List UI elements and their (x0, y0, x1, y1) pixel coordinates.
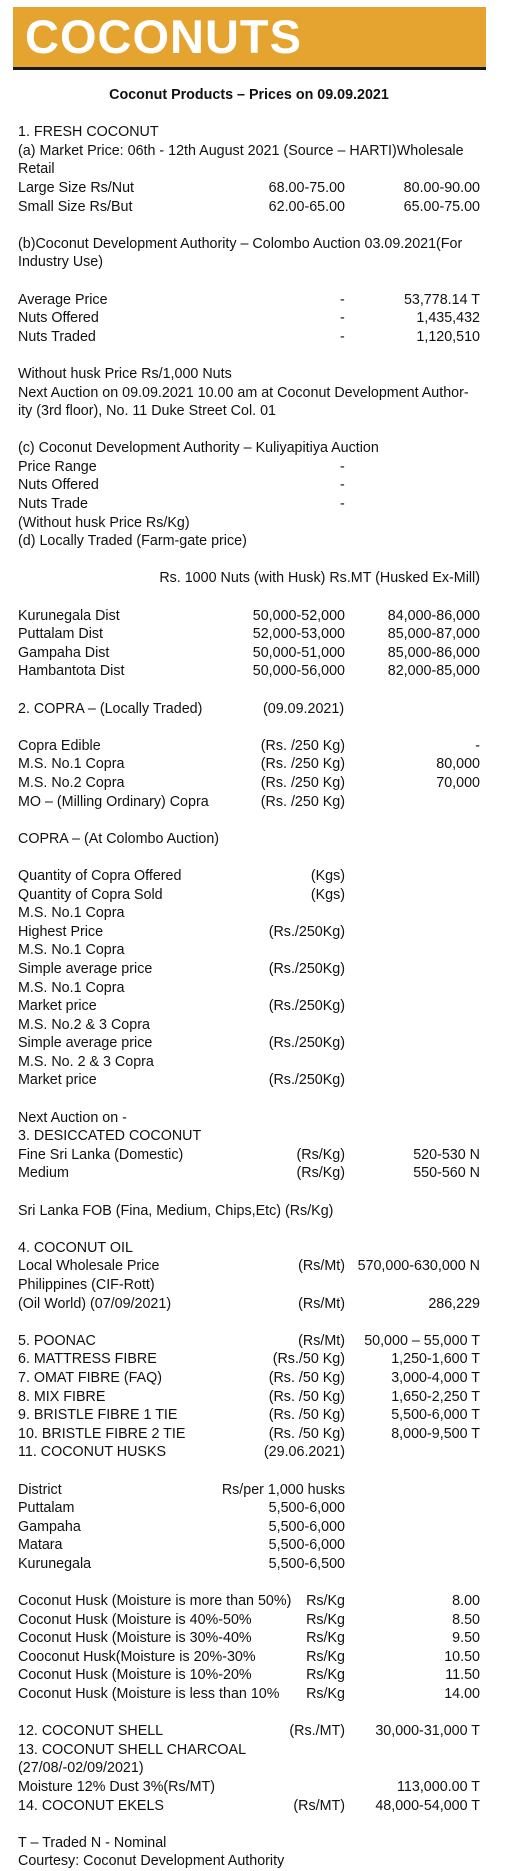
line-label: (d) Locally Traded (Farm-gate price) (18, 533, 247, 550)
line-value: 113,000.00 T (397, 1779, 480, 1796)
line-label: Local Wholesale Price (18, 1258, 160, 1275)
line-value: - (340, 477, 345, 494)
line-value: 50,000 – 55,000 T (364, 1332, 480, 1349)
blank-line (18, 718, 480, 737)
line-value: 9.50 (452, 1630, 480, 1647)
line-label: M.S. No.1 Copra (18, 756, 125, 773)
text-line (18, 793, 480, 812)
line-value: 65.00-75.00 (403, 198, 480, 215)
line-label: Simple average price (18, 960, 153, 977)
line-value: (Rs. /250 Kg) (260, 793, 345, 810)
blank-line (18, 105, 480, 124)
line-unit: - (340, 310, 345, 327)
text-line (18, 1202, 480, 1221)
text-line (18, 1127, 480, 1146)
text-line (18, 700, 480, 719)
price-document (18, 86, 480, 1871)
line-value: 570,000-630,000 N (357, 1258, 480, 1275)
text-line (18, 1109, 480, 1128)
line-label: Market price (18, 1072, 97, 1089)
line-value: (Rs./250Kg) (268, 960, 345, 977)
line-label: (c) Coconut Development Authority – Kuliyapitiya Auction (18, 440, 379, 457)
line-label: Philippines (CIF-Rott) (18, 1277, 155, 1293)
text-line (18, 1555, 480, 1574)
text-line (18, 1016, 480, 1035)
text-line (18, 662, 480, 681)
line-label: 4. COCONUT OIL (18, 1239, 133, 1256)
text-line (18, 569, 480, 588)
line-unit: (Rs. /50 Kg) (268, 1388, 345, 1405)
blank-line (18, 1220, 480, 1239)
blank-line (18, 1313, 480, 1332)
text-line (18, 365, 480, 384)
blank-line (18, 1183, 480, 1202)
text-line (18, 830, 480, 849)
blank-line (18, 272, 480, 291)
text-line (18, 1257, 480, 1276)
line-label: Coconut Husk (Moisture is 40%-50% (18, 1611, 252, 1628)
line-value: 82,000-85,000 (387, 663, 480, 680)
blank-line (18, 848, 480, 867)
text-line (18, 458, 480, 477)
blank-line (18, 421, 480, 440)
line-label: 7. OMAT FIBRE (FAQ) (18, 1369, 163, 1386)
line-label: 6. MATTRESS FIBRE (18, 1351, 157, 1368)
line-value: (Rs./250Kg) (268, 1072, 345, 1089)
text-line (18, 1592, 480, 1611)
line-label: Coconut Husk (Moisture is 30%-40% (18, 1630, 252, 1647)
line-value: 8.00 (452, 1593, 480, 1610)
line-label: Coconut Husk (Moisture is 10%-20% (18, 1667, 252, 1684)
line-unit: (Rs/Mt) (298, 1332, 345, 1349)
text-line (18, 309, 480, 328)
line-label: Average Price (18, 291, 108, 308)
line-unit: (Rs./MT) (289, 1723, 345, 1740)
text-line (18, 1443, 480, 1462)
line-label: Market price (18, 998, 97, 1015)
line-label: Kurunegala Dist (18, 607, 120, 624)
line-label: Puttalam (18, 1500, 75, 1517)
line-label: Copra Edible (18, 737, 101, 754)
line-unit: (Rs. /250 Kg) (260, 774, 345, 791)
line-label: Large Size Rs/Nut (18, 179, 135, 196)
line-value: 1,250-1,600 T (391, 1351, 480, 1368)
line-unit: Rs/Kg (306, 1611, 345, 1628)
line-label: Coconut Husk (Moisture is less than 10% (18, 1686, 280, 1703)
line-label: 12. COCONUT SHELL (18, 1723, 164, 1740)
banner-title: COCONUTS (25, 10, 302, 63)
blank-line (18, 588, 480, 607)
text-line (18, 1481, 480, 1500)
text-line (18, 1797, 480, 1816)
line-unit: 50,000-56,000 (252, 663, 345, 680)
line-unit: (Rs/Mt) (298, 1258, 345, 1275)
document-lines (18, 105, 480, 1871)
text-line (18, 1685, 480, 1704)
line-label: (Without husk Price Rs/Kg) (18, 514, 190, 531)
line-value: (Kgs) (310, 886, 345, 903)
text-line (18, 1406, 480, 1425)
line-label: M.S. No.2 Copra (18, 774, 125, 791)
line-value: 550-560 N (413, 1165, 480, 1182)
line-label: 8. MIX FIBRE (18, 1388, 106, 1405)
text-line (18, 1834, 480, 1853)
line-value: 1,120,510 (416, 328, 480, 345)
text-line (18, 1722, 480, 1741)
text-line (18, 235, 480, 254)
line-unit: - (340, 328, 345, 345)
line-value: 5,500-6,000 (268, 1537, 345, 1554)
line-label: Next Auction on - (18, 1109, 127, 1126)
line-label: Rs. 1000 Nuts (with Husk) Rs.MT (Husked Ex-Mill) (159, 570, 480, 587)
text-line (18, 1388, 480, 1407)
line-unit: (Rs/Kg) (296, 1165, 345, 1182)
text-line (18, 1239, 480, 1258)
text-line (18, 1332, 480, 1351)
blank-line (18, 216, 480, 235)
text-line (18, 1164, 480, 1183)
text-line (18, 1666, 480, 1685)
text-line (18, 1295, 480, 1314)
line-label: Matara (18, 1537, 63, 1554)
text-line (18, 644, 480, 663)
line-value: 3,000-4,000 T (391, 1369, 480, 1386)
line-label: (Oil World) (07/09/2021) (18, 1295, 172, 1312)
text-line (18, 1053, 480, 1072)
line-value: 48,000-54,000 T (375, 1797, 480, 1814)
text-line (18, 1741, 480, 1760)
line-value: 11.50 (445, 1667, 480, 1684)
line-value: 85,000-86,000 (387, 644, 480, 661)
line-value: (Kgs) (310, 867, 345, 884)
line-value: 8.50 (452, 1611, 480, 1628)
text-line (18, 1146, 480, 1165)
text-line (18, 179, 480, 198)
line-label: Industry Use) (18, 254, 104, 271)
line-label: M.S. No. 2 & 3 Copra (18, 1053, 154, 1070)
line-label: 2. COPRA – (Locally Traded) (18, 700, 203, 717)
line-label: 11. COCONUT HUSKS (18, 1444, 167, 1461)
line-label: 1. FRESH COCONUT (18, 124, 159, 141)
line-label: Cooconut Husk(Moisture is 20%-30% (18, 1648, 256, 1665)
line-label: Medium (18, 1165, 69, 1182)
line-label: 3. DESICCATED COCONUT (18, 1128, 202, 1145)
line-value: (Rs./250Kg) (268, 998, 345, 1015)
line-unit: (Rs. /50 Kg) (268, 1369, 345, 1386)
blank-line (18, 1090, 480, 1109)
line-unit: 50,000-51,000 (252, 644, 345, 661)
text-line (18, 923, 480, 942)
line-label: Nuts Offered (18, 477, 99, 494)
line-label: MO – (Milling Ordinary) Copra (18, 793, 209, 810)
line-unit: (Rs. /250 Kg) (260, 756, 345, 773)
blank-line (18, 811, 480, 830)
line-value: 5,500-6,000 (268, 1500, 345, 1517)
text-line (18, 1369, 480, 1388)
blank-line (18, 551, 480, 570)
line-unit: (Rs. /250 Kg) (260, 737, 345, 754)
document-heading-line (18, 86, 480, 105)
line-value: 10.50 (444, 1648, 480, 1665)
text-line (18, 774, 480, 793)
line-value: 30,000-31,000 T (375, 1723, 480, 1740)
line-label: COPRA – (At Colombo Auction) (18, 830, 220, 847)
line-value: 1,650-2,250 T (391, 1388, 480, 1405)
text-line (18, 439, 480, 458)
line-label: Courtesy: Coconut Development Authority (18, 1853, 285, 1870)
line-label: 14. COCONUT EKELS (18, 1797, 164, 1814)
blank-line (18, 1704, 480, 1723)
line-unit: 50,000-52,000 (252, 607, 345, 624)
line-value: 80.00-90.00 (403, 179, 480, 196)
text-line (18, 625, 480, 644)
text-line (18, 495, 480, 514)
line-value: 520-530 N (413, 1146, 480, 1163)
line-label: M.S. No.1 Copra (18, 905, 125, 922)
line-label: Retail (18, 161, 55, 178)
text-line (18, 142, 480, 161)
text-line (18, 198, 480, 217)
text-line (18, 1852, 480, 1871)
text-line (18, 867, 480, 886)
line-value: 5,500-6,000 (268, 1518, 345, 1535)
text-line (18, 1648, 480, 1667)
text-line (18, 904, 480, 923)
text-line (18, 514, 480, 533)
line-value: - (340, 458, 345, 475)
line-value: (09.09.2021) (263, 700, 345, 717)
line-value: - (475, 737, 480, 754)
text-line (18, 1071, 480, 1090)
text-line (18, 941, 480, 960)
text-line (18, 1611, 480, 1630)
line-label: Coconut Husk (Moisture is more than 50%) (18, 1593, 292, 1610)
line-label: Moisture 12% Dust 3%(Rs/MT) (18, 1779, 216, 1796)
line-label: Simple average price (18, 1035, 153, 1052)
text-line (18, 384, 480, 403)
line-label: Nuts Trade (18, 496, 88, 513)
line-value: Rs/per 1,000 husks (221, 1481, 345, 1498)
line-label: Gampaha Dist (18, 644, 110, 661)
text-line (18, 532, 480, 551)
line-label: 10. BRISTLE FIBRE 2 TIE (18, 1425, 186, 1442)
line-unit: Rs/Kg (306, 1667, 345, 1684)
line-value: 85,000-87,000 (387, 626, 480, 643)
line-label: Sri Lanka FOB (Fina, Medium, Chips,Etc) (Rs/Kg) (18, 1202, 334, 1219)
blank-line (18, 1462, 480, 1481)
line-label: Nuts Offered (18, 310, 99, 327)
banner (13, 7, 486, 67)
text-line (18, 1276, 480, 1295)
text-line (18, 1629, 480, 1648)
line-label: Without husk Price Rs/1,000 Nuts (18, 365, 232, 382)
line-label: Kurunegala (18, 1555, 92, 1572)
line-unit: (Rs./50 Kg) (272, 1351, 345, 1368)
line-value: 1,435,432 (416, 310, 480, 327)
blank-line (18, 1574, 480, 1593)
text-line (18, 607, 480, 626)
line-label: Fine Sri Lanka (Domestic) (18, 1146, 184, 1163)
line-label: M.S. No.1 Copra (18, 942, 125, 959)
text-line (18, 160, 480, 179)
line-label: Quantity of Copra Sold (18, 886, 163, 903)
blank-line (18, 1815, 480, 1834)
text-line (18, 886, 480, 905)
text-line (18, 737, 480, 756)
line-value: (Rs./250Kg) (268, 1035, 345, 1052)
line-label: Quantity of Copra Offered (18, 867, 182, 884)
text-line (18, 328, 480, 347)
text-line (18, 402, 480, 421)
line-unit: Rs/Kg (306, 1630, 345, 1647)
line-unit: Rs/Kg (306, 1593, 345, 1610)
line-value: 84,000-86,000 (387, 607, 480, 624)
line-value: 5,500-6,000 T (391, 1407, 480, 1424)
blank-line (18, 681, 480, 700)
line-label: ity (3rd floor), No. 11 Duke Street Col. 01 (18, 403, 276, 420)
line-unit: Rs/Kg (306, 1686, 345, 1703)
line-label: 5. POONAC (18, 1332, 96, 1349)
text-line (18, 755, 480, 774)
line-label: (27/08/-02/09/2021) (18, 1760, 144, 1777)
line-label: Highest Price (18, 923, 104, 940)
line-label: Puttalam Dist (18, 626, 104, 643)
line-label: 9. BRISTLE FIBRE 1 TIE (18, 1407, 178, 1424)
line-unit: (Rs. /50 Kg) (268, 1425, 345, 1442)
text-line (18, 979, 480, 998)
text-line (18, 997, 480, 1016)
line-label: (b)Coconut Development Authority – Colombo Auction 03.09.2021(For (18, 235, 463, 252)
banner-rule (13, 67, 486, 70)
line-label: Hambantota Dist (18, 663, 125, 680)
text-line (18, 253, 480, 272)
text-line (18, 123, 480, 142)
line-unit: 68.00-75.00 (268, 179, 345, 196)
text-line (18, 1536, 480, 1555)
line-label: M.S. No.1 Copra (18, 979, 125, 996)
line-value: 286,229 (428, 1295, 480, 1312)
line-value: 70,000 (436, 774, 480, 791)
line-label: 13. COCONUT SHELL CHARCOAL (18, 1741, 247, 1758)
text-line (18, 1499, 480, 1518)
line-unit: 62.00-65.00 (268, 198, 345, 215)
line-value: 8,000-9,500 T (391, 1425, 480, 1442)
text-line (18, 476, 480, 495)
line-unit: (Rs. /50 Kg) (268, 1407, 345, 1424)
text-line (18, 1425, 480, 1444)
line-value: 80,000 (436, 756, 480, 773)
line-value: 5,500-6,500 (268, 1555, 345, 1572)
line-label: Price Range (18, 458, 97, 475)
text-line (18, 1350, 480, 1369)
line-unit: 52,000-53,000 (252, 626, 345, 643)
line-label: Gampaha (18, 1518, 81, 1535)
text-line (18, 1518, 480, 1537)
line-label: District (18, 1481, 62, 1498)
line-unit: Rs/Kg (306, 1648, 345, 1665)
document-heading: Coconut Products – Prices on 09.09.2021 (109, 87, 389, 103)
line-label: T – Traded N - Nominal (18, 1834, 167, 1851)
line-value: 14.00 (444, 1686, 480, 1703)
line-unit: - (340, 291, 345, 308)
line-label: Next Auction on 09.09.2021 10.00 am at Coconut Development Author- (18, 384, 469, 401)
line-label: M.S. No.2 & 3 Copra (18, 1016, 150, 1033)
line-value: (Rs./250Kg) (268, 923, 345, 940)
line-value: (29.06.2021) (263, 1444, 345, 1461)
text-line (18, 1778, 480, 1797)
text-line (18, 1034, 480, 1053)
line-label: Small Size Rs/But (18, 198, 133, 215)
line-unit: (Rs/Kg) (296, 1146, 345, 1163)
line-value: - (340, 496, 345, 513)
blank-line (18, 346, 480, 365)
line-label: Nuts Traded (18, 328, 96, 345)
line-label: (a) Market Price: 06th - 12th August 2021 (Source – HARTI)Wholesale (18, 142, 464, 159)
text-line (18, 960, 480, 979)
line-value: 53,778.14 T (403, 291, 480, 308)
text-line (18, 291, 480, 310)
line-unit: (Rs/MT) (293, 1797, 345, 1814)
text-line (18, 1759, 480, 1778)
line-unit: (Rs/Mt) (298, 1295, 345, 1312)
